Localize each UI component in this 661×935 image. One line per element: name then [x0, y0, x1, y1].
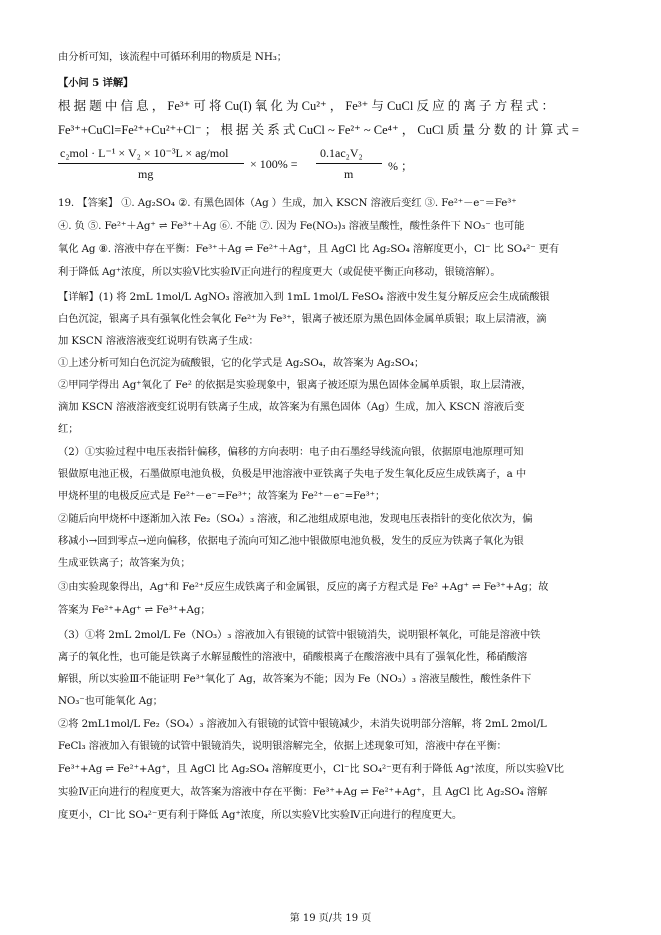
- text-line: NO₃⁻也可能氧化 Ag；: [58, 695, 163, 707]
- answer-line: ④. 负 ⑤. Fe²⁺＋Ag⁺ ⇌ Fe³⁺＋Ag ⑥. 不能 ⑦. 因为 Fe(NO₃)₃ 溶液呈酸性，酸性条件下 NO₃⁻ 也可能: [58, 220, 525, 232]
- fraction-bar-2: [316, 163, 382, 164]
- text-line: （3）①将 2mL 2mol/L Fe（NO₃）₃ 溶液加入有银镜的试管中银镜消失，说明银杯氧化，可能是溶液中铁: [58, 629, 541, 641]
- text-line: 答案为 Fe²⁺+Ag⁺ ⇌ Fe³⁺+Ag；: [58, 604, 211, 616]
- text-line: 滴加 KSCN 溶液溶液变红说明有铁离子生成，故答案为有黑色固体（Ag）生成，加入 KSCN 溶液后变: [58, 401, 525, 413]
- text-line: 白色沉淀，银离子具有强氧化性会氧化 Fe²⁺为 Fe³⁺，银离子被还原为黑色固体金属单质银；取上层清液，滴: [58, 313, 547, 325]
- formula-operator: × 100% =: [250, 157, 298, 171]
- text-line: ①上述分析可知白色沉淀为硫酸银，它的化学式是 Ag₂SO₄，故答案为 Ag₂SO₄；: [58, 357, 425, 369]
- text-line: Fe³⁺+CuCl=Fe²⁺+Cu²⁺+Cl⁻ ； 根 据 关 系 式 CuCl ~ Fe²⁺ ~ Ce⁴⁺ ， CuCl 质 量 分 数 的 计 算 式 =: [58, 123, 579, 137]
- text-line: 离子的氧化性，也可能是铁离子水解显酸性的溶液中，硝酸根离子在酸溶液中具有了强氧化性，稀硝酸溶: [58, 651, 528, 663]
- text-line: 生成亚铁离子；故答案为负；: [58, 557, 191, 569]
- text-line: ②随后向甲烧杯中逐渐加入浓 Fe₂（SO₄）₃ 溶液，和乙池组成原电池，发现电压表指针的变化依次为，偏: [58, 513, 533, 525]
- formula-numerator: c₂mol · L⁻¹ × V₂ × 10⁻³L × ag/mol: [60, 146, 229, 160]
- text-line: 解银，所以实验Ⅲ不能证明 Fe³⁺氧化了 Ag，故答案为不能；因为 Fe（NO₃）₃ 溶液呈酸性，酸性条件下: [58, 673, 532, 685]
- formula-numerator-2: 0.1ac₂V₂: [320, 146, 363, 160]
- text-line: 银做原电池正极，石墨做原电池负极，负极是甲池溶液中亚铁离子失电子发生氧化反应生成铁离子，a 中: [58, 468, 527, 480]
- fraction-bar: [58, 163, 244, 164]
- text-line: ②甲同学得出 Ag⁺氧化了 Fe² 的依据是实验现象中，银离子被还原为黑色固体金属单质银，取上层清液，: [58, 379, 532, 391]
- text-line: 度更小，Cl⁻比 SO₄²⁻更有利于降低 Ag⁺浓度，所以实验Ⅴ比实验Ⅳ正向进行的程度更大。: [58, 809, 463, 821]
- formula-suffix: % ；: [388, 159, 413, 173]
- text-line: （2）①实验过程中电压表指针偏移，偏移的方向表明：电子由石墨经导线流向银，依据原电池原理可知: [58, 446, 524, 458]
- text-line: ③由实验现象得出，Ag⁺和 Fe²⁺反应生成铁离子和金属银，反应的离子方程式是 Fe² +Ag⁺ ⇌ Fe³⁺+Ag；故: [58, 581, 549, 593]
- text-line: 根 据 题 中 信 息 ， Fe³⁺ 可 将 Cu(I) 氧 化 为 Cu²⁺ ， Fe³⁺ 与 CuCl 反 应 的 离 子 方 程 式 ：: [58, 99, 554, 113]
- text-line: Fe³⁺+Ag ⇌ Fe²⁺+Ag⁺，且 AgCl 比 Ag₂SO₄ 溶解度更小，Cl⁻比 SO₄²⁻更有利于降低 Ag⁺浓度，所以实验Ⅴ比: [58, 763, 564, 775]
- text-line: 红；: [58, 423, 79, 435]
- mass-fraction-formula: [58, 146, 606, 186]
- text-line: 甲烧杯里的电极反应式是 Fe²⁺－e⁻=Fe³⁺；故答案为 Fe²⁺－e⁻=Fe³⁺；: [58, 490, 386, 502]
- text-line: FeCl₃ 溶液加入有银镜的试管中银镜消失，说明银溶解完全，依据上述现象可知，溶液中存在平衡：: [58, 740, 507, 752]
- section-heading: 【小问 5 详解】: [58, 77, 134, 89]
- answer-line: 氧化 Ag ⑧. 溶液中存在平衡：Fe³⁺＋Ag ⇌ Fe²⁺＋Ag⁺，且 AgCl 比 Ag₂SO₄ 溶解度更小，Cl⁻ 比 SO₄²⁻ 更有: [58, 243, 560, 255]
- formula-denominator: mg: [138, 167, 154, 181]
- formula-denominator-2: m: [344, 167, 354, 181]
- text-line: 加 KSCN 溶液溶液变红说明有铁离子生成：: [58, 335, 259, 347]
- answer-line: 利于降低 Ag⁺浓度，所以实验Ⅴ比实验Ⅳ正向进行的程度更大（或促使平衡正向移动，银镜溶解）。: [58, 266, 501, 278]
- text-line: 实验Ⅳ正向进行的程度更大，故答案为溶液中存在平衡：Fe³⁺+Ag ⇌ Fe²⁺+Ag⁺，且 AgCl 比 Ag₂SO₄ 溶解: [58, 786, 548, 798]
- answer-line: 19. 【答案】 ①. Ag₂SO₄ ②. 有黑色固体（Ag ）生成，加入 KSCN 溶液后变红 ③. Fe²⁺－e⁻＝Fe³⁺: [58, 197, 517, 209]
- text-line: 由分析可知，该流程中可循环利用的物质是 NH₃；: [58, 51, 287, 63]
- text-line: ②将 2mL1mol/L Fe₂（SO₄）₃ 溶液加入有银镜的试管中银镜减少，未消失说明部分溶解，将 2mL 2mol/L: [58, 718, 547, 730]
- text-line: 【详解】(1) 将 2mL 1mol/L AgNO₃ 溶液加入到 1mL 1mol/L FeSO₄ 溶液中发生复分解反应会生成硫酸银: [58, 291, 550, 303]
- text-line: 移减小→回到零点→逆向偏移，依据电子流向可知乙池中银做原电池负极，发生的反应为铁离子氧化为银: [58, 535, 524, 547]
- page-number: 第 19 页/共 19 页: [289, 913, 372, 924]
